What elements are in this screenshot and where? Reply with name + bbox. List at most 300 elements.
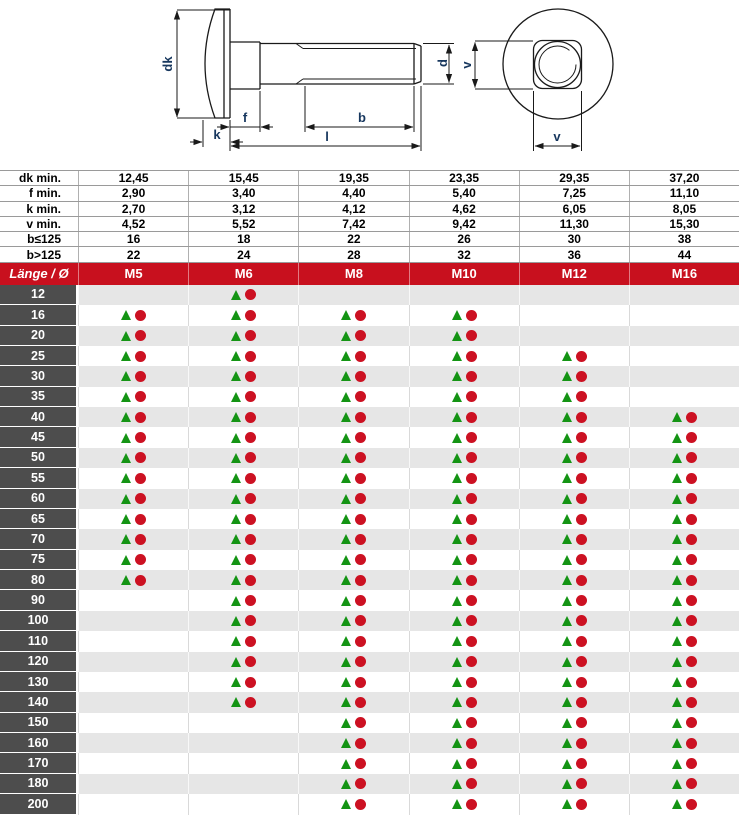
circle-icon (686, 412, 697, 423)
availability-cell (629, 753, 739, 773)
triangle-icon (341, 433, 351, 443)
triangle-icon (121, 534, 131, 544)
triangle-icon (341, 310, 351, 320)
size-header-cell: M6 (188, 263, 298, 285)
triangle-icon (341, 697, 351, 707)
circle-icon (355, 799, 366, 810)
circle-icon (245, 534, 256, 545)
triangle-icon (562, 514, 572, 524)
table-row (0, 326, 739, 346)
availability-cell (629, 529, 739, 549)
availability-cell (298, 753, 408, 773)
availability-cell (409, 305, 519, 325)
availability-cell (188, 733, 298, 753)
availability-cell (409, 692, 519, 712)
length-label: 35 (0, 387, 78, 407)
circle-icon (245, 391, 256, 402)
availability-cell (409, 733, 519, 753)
availability-cell (629, 285, 739, 305)
availability-cell (298, 733, 408, 753)
triangle-icon (341, 473, 351, 483)
triangle-icon (672, 779, 682, 789)
triangle-icon (562, 575, 572, 585)
spec-value: 2,90 (78, 186, 188, 200)
triangle-icon (121, 310, 131, 320)
dim-label-v-vertical: v (459, 61, 474, 69)
availability-cell (298, 366, 408, 386)
dim-label-b: b (358, 110, 366, 125)
length-label: 16 (0, 305, 78, 325)
availability-cell (188, 407, 298, 427)
triangle-icon (672, 636, 682, 646)
spec-value: 4,40 (298, 186, 408, 200)
availability-cell (188, 652, 298, 672)
triangle-icon (231, 555, 241, 565)
availability-cell (629, 366, 739, 386)
triangle-icon (452, 453, 462, 463)
front-view-dimensions (475, 41, 582, 151)
triangle-icon (231, 534, 241, 544)
triangle-icon (121, 371, 131, 381)
length-label: 75 (0, 550, 78, 570)
triangle-icon (452, 779, 462, 789)
triangle-icon (452, 331, 462, 341)
circle-icon (135, 432, 146, 443)
circle-icon (355, 615, 366, 626)
triangle-icon (231, 596, 241, 606)
triangle-icon (672, 799, 682, 809)
length-label: 12 (0, 285, 78, 305)
availability-cell (298, 570, 408, 590)
length-rows-section (0, 285, 739, 815)
spec-value: 18 (188, 232, 298, 246)
triangle-icon (452, 412, 462, 422)
availability-cell (629, 570, 739, 590)
triangle-icon (672, 555, 682, 565)
circle-icon (686, 799, 697, 810)
circle-icon (355, 473, 366, 484)
triangle-icon (231, 392, 241, 402)
circle-icon (135, 534, 146, 545)
triangle-icon (231, 473, 241, 483)
triangle-icon (452, 575, 462, 585)
triangle-icon (231, 677, 241, 687)
availability-cell (519, 305, 629, 325)
availability-cell (409, 774, 519, 794)
triangle-icon (452, 473, 462, 483)
size-header-cell: M12 (519, 263, 629, 285)
availability-cell (409, 366, 519, 386)
circle-icon (576, 371, 587, 382)
triangle-icon (672, 453, 682, 463)
table-row (0, 774, 739, 794)
availability-cell (78, 529, 188, 549)
availability-cell (78, 713, 188, 733)
length-label: 80 (0, 570, 78, 590)
availability-cell (78, 509, 188, 529)
availability-cell (409, 509, 519, 529)
spec-row-label: k min. (26, 201, 61, 216)
triangle-icon (341, 759, 351, 769)
triangle-icon (452, 718, 462, 728)
availability-cell (188, 489, 298, 509)
triangle-icon (672, 657, 682, 667)
circle-icon (355, 554, 366, 565)
availability-cell (629, 448, 739, 468)
circle-icon (135, 575, 146, 586)
spec-value: 36 (519, 247, 629, 261)
triangle-icon (672, 494, 682, 504)
triangle-icon (341, 555, 351, 565)
circle-icon (466, 615, 477, 626)
table-row (0, 753, 739, 773)
triangle-icon (562, 433, 572, 443)
triangle-icon (562, 759, 572, 769)
circle-icon (355, 717, 366, 728)
spec-value: 3,40 (188, 186, 298, 200)
circle-icon (576, 758, 587, 769)
availability-cell (409, 407, 519, 427)
circle-icon (355, 412, 366, 423)
circle-icon (576, 717, 587, 728)
availability-cell (519, 550, 629, 570)
spec-row (0, 186, 739, 201)
triangle-icon (341, 657, 351, 667)
triangle-icon (341, 412, 351, 422)
triangle-icon (672, 514, 682, 524)
availability-cell (519, 366, 629, 386)
spec-row (0, 232, 739, 247)
circle-icon (355, 534, 366, 545)
table-row (0, 529, 739, 549)
availability-cell (188, 326, 298, 346)
technical-drawing (0, 0, 739, 170)
circle-icon (135, 554, 146, 565)
availability-cell (298, 794, 408, 814)
circle-icon (135, 351, 146, 362)
availability-cell (78, 427, 188, 447)
circle-icon (576, 554, 587, 565)
circle-icon (686, 615, 697, 626)
table-row (0, 427, 739, 447)
availability-cell (519, 774, 629, 794)
availability-cell (298, 305, 408, 325)
spec-row-label: dk min. (18, 171, 61, 186)
circle-icon (466, 391, 477, 402)
spec-value: 24 (188, 247, 298, 261)
spec-value: 6,05 (519, 202, 629, 216)
circle-icon (245, 575, 256, 586)
table-row (0, 590, 739, 610)
circle-icon (466, 595, 477, 606)
triangle-icon (231, 351, 241, 361)
circle-icon (466, 697, 477, 708)
circle-icon (355, 391, 366, 402)
spec-value: 32 (409, 247, 519, 261)
circle-icon (355, 514, 366, 525)
triangle-icon (452, 759, 462, 769)
size-header-cell: M16 (629, 263, 739, 285)
circle-icon (686, 514, 697, 525)
availability-cell (188, 631, 298, 651)
triangle-icon (672, 697, 682, 707)
circle-icon (355, 330, 366, 341)
circle-icon (576, 534, 587, 545)
circle-icon (355, 758, 366, 769)
triangle-icon (452, 310, 462, 320)
triangle-icon (452, 738, 462, 748)
table-row (0, 285, 739, 305)
availability-cell (519, 672, 629, 692)
circle-icon (135, 330, 146, 341)
length-label: 70 (0, 529, 78, 549)
availability-cell (78, 753, 188, 773)
circle-icon (245, 656, 256, 667)
triangle-icon (562, 779, 572, 789)
availability-cell (629, 631, 739, 651)
triangle-icon (562, 738, 572, 748)
circle-icon (576, 412, 587, 423)
availability-cell (78, 326, 188, 346)
spec-value: 23,35 (409, 171, 519, 185)
triangle-icon (341, 392, 351, 402)
availability-cell (519, 489, 629, 509)
triangle-icon (562, 453, 572, 463)
availability-cell (519, 590, 629, 610)
triangle-icon (121, 412, 131, 422)
triangle-icon (672, 433, 682, 443)
availability-cell (519, 570, 629, 590)
availability-cell (629, 590, 739, 610)
table-row (0, 407, 739, 427)
availability-cell (519, 427, 629, 447)
spec-section (0, 170, 739, 263)
availability-cell (519, 652, 629, 672)
circle-icon (245, 595, 256, 606)
availability-cell (519, 611, 629, 631)
triangle-icon (341, 596, 351, 606)
length-label: 180 (0, 774, 78, 794)
availability-cell (298, 590, 408, 610)
circle-icon (135, 473, 146, 484)
availability-cell (519, 448, 629, 468)
circle-icon (245, 514, 256, 525)
availability-cell (78, 346, 188, 366)
length-label: 120 (0, 652, 78, 672)
length-label: 130 (0, 672, 78, 692)
availability-cell (298, 550, 408, 570)
circle-icon (686, 452, 697, 463)
triangle-icon (452, 657, 462, 667)
availability-cell (298, 468, 408, 488)
circle-icon (245, 677, 256, 688)
triangle-icon (121, 473, 131, 483)
spec-row (0, 202, 739, 217)
table-row (0, 550, 739, 570)
circle-icon (245, 697, 256, 708)
availability-cell (629, 774, 739, 794)
spec-value: 11,30 (519, 217, 629, 231)
availability-cell (519, 794, 629, 814)
triangle-icon (562, 799, 572, 809)
length-label: 140 (0, 692, 78, 712)
circle-icon (466, 636, 477, 647)
table-row (0, 611, 739, 631)
spec-value: 5,52 (188, 217, 298, 231)
triangle-icon (672, 759, 682, 769)
availability-cell (78, 407, 188, 427)
availability-cell (298, 631, 408, 651)
availability-cell (519, 733, 629, 753)
availability-cell (188, 529, 298, 549)
availability-cell (78, 733, 188, 753)
triangle-icon (452, 636, 462, 646)
availability-cell (629, 713, 739, 733)
dim-label-l: l (325, 129, 329, 144)
circle-icon (576, 799, 587, 810)
circle-icon (466, 575, 477, 586)
availability-cell (298, 346, 408, 366)
length-label: 90 (0, 590, 78, 610)
spec-value: 19,35 (298, 171, 408, 185)
circle-icon (466, 778, 477, 789)
triangle-icon (452, 514, 462, 524)
circle-icon (135, 371, 146, 382)
availability-cell (409, 448, 519, 468)
circle-icon (466, 799, 477, 810)
triangle-icon (121, 351, 131, 361)
spec-row-label: v min. (26, 217, 61, 232)
circle-icon (576, 514, 587, 525)
circle-icon (686, 738, 697, 749)
circle-icon (355, 351, 366, 362)
triangle-icon (231, 636, 241, 646)
availability-cell (629, 509, 739, 529)
triangle-icon (121, 514, 131, 524)
spec-value: 22 (78, 247, 188, 261)
circle-icon (686, 554, 697, 565)
triangle-icon (672, 718, 682, 728)
circle-icon (466, 514, 477, 525)
triangle-icon (452, 392, 462, 402)
circle-icon (245, 615, 256, 626)
circle-icon (686, 493, 697, 504)
triangle-icon (341, 575, 351, 585)
availability-cell (409, 672, 519, 692)
triangle-icon (562, 412, 572, 422)
circle-icon (245, 452, 256, 463)
availability-cell (519, 631, 629, 651)
table-row (0, 448, 739, 468)
length-label: 65 (0, 509, 78, 529)
availability-cell (519, 387, 629, 407)
availability-cell (629, 489, 739, 509)
circle-icon (466, 371, 477, 382)
length-label: 40 (0, 407, 78, 427)
availability-cell (519, 326, 629, 346)
circle-icon (245, 636, 256, 647)
spec-value: 28 (298, 247, 408, 261)
triangle-icon (452, 351, 462, 361)
spec-row (0, 247, 739, 262)
triangle-icon (452, 697, 462, 707)
availability-cell (298, 692, 408, 712)
triangle-icon (452, 677, 462, 687)
length-label: 170 (0, 753, 78, 773)
circle-icon (245, 473, 256, 484)
availability-cell (298, 407, 408, 427)
triangle-icon (672, 596, 682, 606)
availability-cell (78, 652, 188, 672)
length-label: 55 (0, 468, 78, 488)
circle-icon (576, 615, 587, 626)
availability-cell (409, 489, 519, 509)
availability-cell (409, 529, 519, 549)
availability-cell (78, 794, 188, 814)
availability-cell (78, 590, 188, 610)
availability-cell (78, 366, 188, 386)
availability-cell (78, 489, 188, 509)
circle-icon (245, 330, 256, 341)
table-row (0, 713, 739, 733)
availability-cell (298, 529, 408, 549)
triangle-icon (452, 433, 462, 443)
carriage-bolt-diagram (0, 0, 739, 170)
circle-icon (576, 473, 587, 484)
spec-value: 5,40 (409, 186, 519, 200)
triangle-icon (121, 331, 131, 341)
availability-cell (409, 590, 519, 610)
triangle-icon (341, 677, 351, 687)
triangle-icon (231, 657, 241, 667)
spec-row-label: b≤125 (27, 232, 61, 247)
circle-icon (686, 717, 697, 728)
length-label: 20 (0, 326, 78, 346)
length-label: 200 (0, 794, 78, 814)
spec-value: 37,20 (629, 171, 739, 185)
triangle-icon (672, 616, 682, 626)
dim-label-d: d (435, 59, 450, 67)
triangle-icon (231, 616, 241, 626)
availability-cell (188, 713, 298, 733)
availability-cell (78, 692, 188, 712)
circle-icon (355, 575, 366, 586)
circle-icon (355, 493, 366, 504)
circle-icon (466, 738, 477, 749)
availability-cell (519, 407, 629, 427)
availability-cell (188, 611, 298, 631)
availability-cell (188, 509, 298, 529)
triangle-icon (672, 473, 682, 483)
availability-cell (409, 713, 519, 733)
circle-icon (466, 493, 477, 504)
length-label: 25 (0, 346, 78, 366)
availability-cell (629, 652, 739, 672)
circle-icon (245, 554, 256, 565)
triangle-icon (231, 310, 241, 320)
circle-icon (355, 738, 366, 749)
circle-icon (245, 412, 256, 423)
triangle-icon (562, 534, 572, 544)
circle-icon (466, 452, 477, 463)
table-row (0, 570, 739, 590)
circle-icon (355, 697, 366, 708)
spec-value: 29,35 (519, 171, 629, 185)
triangle-icon (562, 371, 572, 381)
spec-value: 4,12 (298, 202, 408, 216)
circle-icon (686, 595, 697, 606)
dim-label-k: k (213, 127, 221, 142)
